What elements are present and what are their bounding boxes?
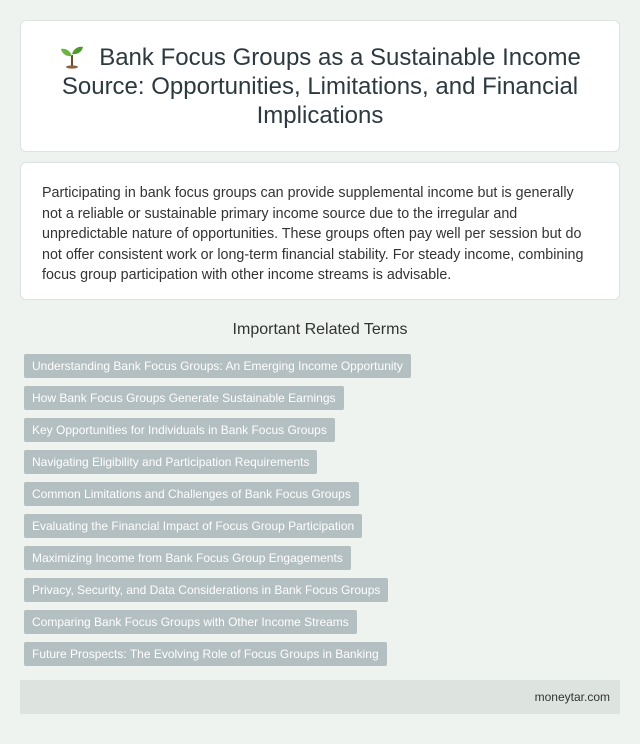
title-card [20, 20, 620, 152]
footer-site-link[interactable]: moneytar.com [534, 690, 610, 704]
related-term-tag[interactable]: How Bank Focus Groups Generate Sustainable Earnings [24, 386, 344, 410]
summary-card [20, 162, 620, 300]
title-text: Bank Focus Groups as a Sustainable Income Source: Opportunities, Limitations, and Financial Implications [61, 43, 581, 129]
related-term-tag[interactable]: Understanding Bank Focus Groups: An Emerging Income Opportunity [24, 354, 411, 378]
related-terms-heading: Important Related Terms [232, 321, 408, 338]
related-term-tag[interactable]: Comparing Bank Focus Groups with Other Income Streams [24, 610, 357, 634]
related-term-tag[interactable]: Key Opportunities for Individuals in Bank Focus Groups [24, 418, 335, 442]
related-term-tag[interactable]: Future Prospects: The Evolving Role of Focus Groups in Banking [24, 642, 387, 666]
summary-text: Participating in bank focus groups can provide supplemental income but is generally not a reliable or sustainable primary income source due to the irregular and unpredictable nature of opportunities. These groups often pay well per session but do not offer consistent work or long-term financial stability. For steady income, combining focus group participation with other income streams is advisable. [42, 185, 584, 283]
footer [20, 680, 620, 714]
related-term-tag[interactable]: Evaluating the Financial Impact of Focus Group Participation [24, 514, 362, 538]
page-title [49, 43, 591, 130]
related-term-tag[interactable]: Common Limitations and Challenges of Bank Focus Groups [24, 482, 359, 506]
related-terms-list [24, 354, 616, 674]
related-term-tag[interactable]: Maximizing Income from Bank Focus Group Engagements [24, 546, 351, 570]
related-term-tag[interactable]: Navigating Eligibility and Participation Requirements [24, 450, 317, 474]
related-term-tag[interactable]: Privacy, Security, and Data Considerations in Bank Focus Groups [24, 578, 388, 602]
sprout-icon [59, 43, 85, 69]
